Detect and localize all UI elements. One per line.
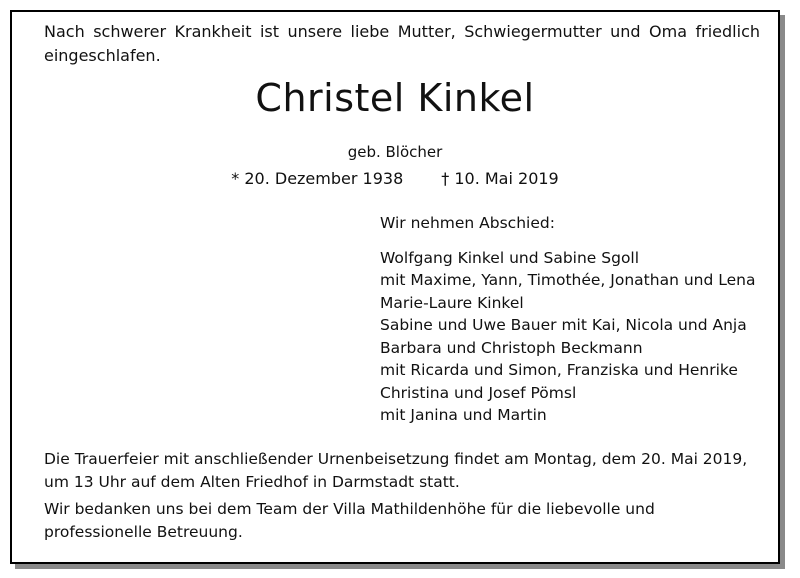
intro-text: Nach schwerer Krankheit ist unsere liebe Mutter, Schwiegermutter und Oma friedlich eingeschlafen.	[44, 22, 760, 65]
mourner-line: Christina und Josef Pömsl	[380, 383, 577, 402]
mourners-block	[380, 212, 755, 427]
mourner-line: mit Ricarda und Simon, Franziska und Henrike	[380, 361, 738, 379]
obituary-notice	[10, 10, 780, 564]
deceased-name: Christel Kinkel	[255, 76, 535, 120]
life-dates	[12, 168, 778, 190]
birth-date: * 20. Dezember 1938	[231, 169, 404, 188]
mourner-line: Marie-Laure Kinkel	[380, 293, 524, 312]
mourner-line: Wolfgang Kinkel und Sabine Sgoll	[380, 248, 640, 267]
death-date: † 10. Mai 2019	[441, 169, 559, 188]
farewell-heading: Wir nehmen Abschied:	[380, 214, 555, 232]
birth-name: geb. Blöcher	[347, 143, 443, 161]
mourner-line: Barbara und Christoph Beckmann	[380, 338, 643, 357]
mourner-line: mit Maxime, Yann, Timothée, Jonathan und Lena	[380, 271, 756, 289]
thanks-text: Wir bedanken uns bei dem Team der Villa Mathildenhöhe für die liebevolle und professionelle Betreuung.	[44, 500, 655, 541]
mourner-line: mit Janina und Martin	[380, 406, 547, 424]
service-info: Die Trauerfeier mit anschließender Urnenbeisetzung findet am Montag, dem 20. Mai 2019, um 13 Uhr auf dem Alten Friedhof in Darmstadt statt.	[44, 450, 748, 491]
mourners-list	[380, 247, 755, 427]
mourner-line: Sabine und Uwe Bauer mit Kai, Nicola und Anja	[380, 316, 747, 334]
